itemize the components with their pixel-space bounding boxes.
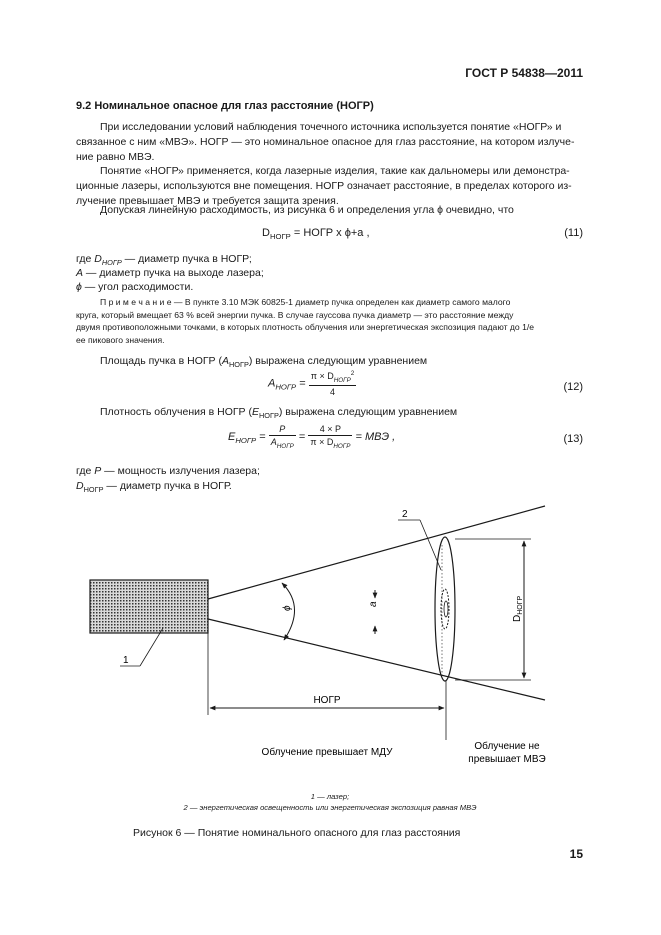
eq11-rhs: = НОГР x ϕ+a , [290,227,370,239]
eq12-num: π × D [310,371,334,381]
zone-right-label-1: Облучение не [474,741,540,752]
eq12-den: 4 [330,386,336,397]
eq13-f1-num: P [279,424,286,434]
eq12-lhs: A [268,377,276,390]
where-1-sym-1: D [94,253,102,265]
eq12-num-sub: НОГР [333,376,351,384]
figure-caption: Рисунок 6 — Понятие номинального опасного для глаз расстояния [133,827,461,839]
beam-core-spot [444,601,448,617]
legend-line-2: 2 — энергетическая освещенность или энергетическая экспозиция равная МВЭ [183,803,477,812]
p5-sym: E [251,406,259,418]
p5-post: ) выражена следующим уравнением [278,406,458,418]
p5-sub: НОГР [259,411,279,421]
where-2-sym-1: P [94,465,102,477]
label-2: 2 [402,509,408,520]
p4-sub: НОГР [228,360,249,370]
page-number: 15 [569,847,583,861]
eq11-lhs: D [262,227,270,239]
where-2-prefix: где [76,465,95,477]
eq13-f2-den-sub: НОГР [333,442,351,450]
p4-sym: A [221,355,229,367]
where-2-sym-2: D [76,480,84,492]
where-2-sub-2: НОГР [83,485,104,495]
eq13-f1-den: A [270,437,277,447]
beam-cross-section [435,537,455,681]
note-text-1: — В пункте 3.10 МЭК 60825-1 диаметр пучка определен как диаметр самого малого [171,297,511,307]
p4-pre: Площадь пучка в НОГР ( [100,355,222,367]
p1-line-2: связанное с ним «МВЭ». НОГР — это номинальное опасное для глаз расстояние, на котором излуче- [76,136,575,149]
label-2-leader [420,520,441,570]
note-line-3: двумя противоположными точками, в которых плотность облучения или энергетическая экспозиция падают до 1/е [76,322,535,332]
eq13-eq2: = [295,430,309,443]
p2-line-1: Понятие «НОГР» применяется, когда лазерные изделия, такие как дальномеры или демонстра- [100,165,570,177]
where-1-sub-1: НОГР [101,258,122,268]
a-label: a [368,601,379,607]
nogr-label: НОГР [313,695,341,706]
section-title: 9.2 Номинальное опасное для глаз расстояние (НОГР) [76,100,374,112]
zone-right-label-2: превышает МВЭ [468,754,546,765]
p1-line-1: При исследовании условий наблюдения точечного источника используется понятие «НОГР» и [100,121,562,133]
phi-label: ϕ [282,605,293,611]
d-label: $D_{НОГР}$ [512,595,524,622]
p2-line-2: ционные лазеры, используются вне помещения. НОГР означает расстояние, в пределах которого из- [76,180,572,193]
p1-line-3: ние равно МВЭ. [76,151,155,164]
document-header: ГОСТ Р 54838—2011 [465,66,583,80]
label-1-leader [140,628,163,666]
note-label: П р и м е ч а н и е [100,297,172,307]
where-1-prefix: где [76,253,95,265]
eq11-sub: НОГР [269,232,291,242]
zone-left-label: Облучение превышает МДУ [261,747,393,758]
where-1-text-2: — диаметр пучка на выходе лазера; [83,267,264,279]
eq12-eq: = [296,377,309,390]
where-2-text-2: — диаметр пучка в НОГР. [103,480,232,492]
p4-post: ) выражена следующим уравнением [248,355,428,367]
label-1: 1 [123,655,129,666]
eq13-lhs: E [228,430,236,443]
note-line-2: круга, который вмещает 63 % всей энергии пучка. В случае гауссова пучка диаметр — это расстояние между [76,309,514,320]
p5-pre: Плотность облучения в НОГР ( [100,406,252,418]
eq12-num-sup: 2 [350,370,355,377]
p2-line-3: лучение превышает МВЭ и требуется защита зрения. [76,195,339,208]
eq13-tail: = МВЭ , [352,430,396,443]
beam-upper-edge [208,506,545,599]
eq13-f2-num: 4 × P [308,424,352,436]
where-1-sym-2: A [76,267,84,279]
legend-line-1: 1 — лазер; [310,792,350,801]
eq12-sub: НОГР [275,382,297,392]
p3-line: Допуская линейную расходимость, из рисунка 6 и определения угла ϕ очевидно, что [100,204,514,216]
beam-lower-edge [208,619,545,700]
laser-body [90,580,208,633]
eq13-f2-den: π × D [310,437,334,447]
equation-11-number: (11) [564,227,583,239]
equation-13-number: (13) [563,433,583,445]
where-1-sym-3: ϕ [76,281,82,293]
where-2-text-1: — мощность излучения лазера; [101,465,260,477]
where-1-text-3: — угол расходимости. [81,281,194,293]
eq13-sub: НОГР [235,436,257,445]
equation-12-number: (12) [563,381,583,393]
note-line-4: ее пикового значения. [76,334,165,345]
eq13-eq1: = [256,430,269,443]
where-1-text-1: — диаметр пучка в НОГР; [121,253,252,265]
eq13-f1-den-sub: НОГР [276,442,294,450]
